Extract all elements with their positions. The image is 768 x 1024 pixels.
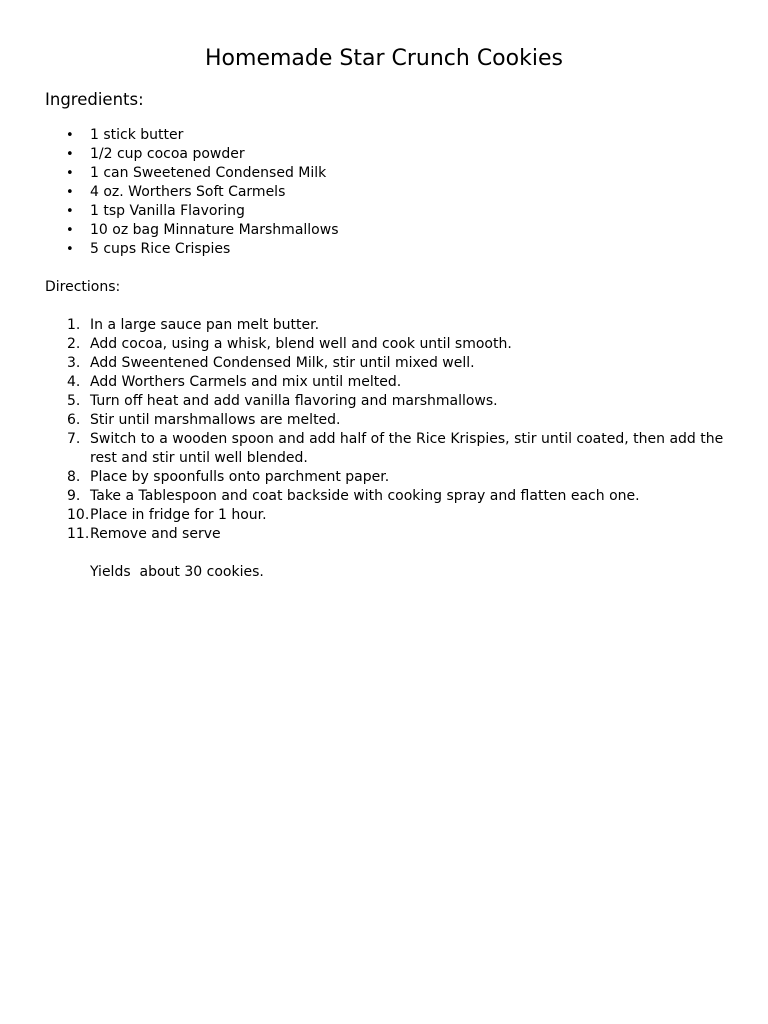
step-number: 9.: [67, 488, 81, 504]
ingredient-item: [0, 240, 339, 259]
ingredient-item: [0, 164, 339, 183]
direction-step: [0, 392, 730, 411]
bullet-icon: •: [66, 128, 74, 143]
direction-step: [0, 411, 730, 430]
step-text: Add Sweentened Condensed Milk, stir until mixed well.: [90, 355, 475, 371]
step-number: 5.: [67, 393, 81, 409]
direction-step: [0, 487, 730, 506]
ingredient-item: [0, 221, 339, 240]
directions-list: [0, 316, 730, 544]
ingredient-text: 4 oz. Worthers Soft Carmels: [90, 184, 286, 200]
ingredients-heading: Ingredients:: [45, 90, 144, 109]
step-number: 2.: [67, 336, 81, 352]
step-text: Stir until marshmallows are melted.: [90, 412, 341, 428]
ingredients-list: [0, 126, 339, 259]
bullet-icon: •: [66, 185, 74, 200]
step-text: In a large sauce pan melt butter.: [90, 317, 320, 333]
step-text: Take a Tablespoon and coat backside with cooking spray and flatten each one.: [90, 488, 640, 504]
step-number: 6.: [67, 412, 81, 428]
ingredient-text: 1/2 cup cocoa powder: [90, 146, 245, 162]
step-number: 3.: [67, 355, 81, 371]
direction-step: [0, 468, 730, 487]
direction-step: [0, 430, 730, 468]
direction-step: [0, 506, 730, 525]
step-number: 1.: [67, 317, 81, 333]
step-text: Add cocoa, using a whisk, blend well and cook until smooth.: [90, 336, 512, 352]
step-number: 8.: [67, 469, 81, 485]
step-number: 4.: [67, 374, 81, 390]
step-text: Place in fridge for 1 hour.: [90, 507, 267, 523]
step-text: Remove and serve: [90, 526, 221, 542]
bullet-icon: •: [66, 242, 74, 257]
step-text: Switch to a wooden spoon and add half of the Rice Krispies, stir until coated, then add the rest and stir until well blended.: [90, 431, 724, 466]
ingredient-item: [0, 145, 339, 164]
ingredient-item: [0, 183, 339, 202]
ingredient-item: [0, 126, 339, 145]
yield-note: Yields about 30 cookies.: [90, 564, 264, 580]
bullet-icon: •: [66, 147, 74, 162]
direction-step: [0, 335, 730, 354]
ingredient-text: 10 oz bag Minnature Marshmallows: [90, 222, 339, 238]
direction-step: [0, 354, 730, 373]
bullet-icon: •: [66, 223, 74, 238]
ingredient-text: 5 cups Rice Crispies: [90, 241, 231, 257]
direction-step: [0, 373, 730, 392]
step-text: Place by spoonfulls onto parchment paper.: [90, 469, 390, 485]
recipe-title: Homemade Star Crunch Cookies: [205, 46, 563, 71]
step-number: 10.: [67, 507, 90, 523]
step-text: Turn off heat and add vanilla flavoring and marshmallows.: [90, 393, 498, 409]
direction-step: [0, 525, 730, 544]
step-number: 7.: [67, 431, 81, 447]
ingredient-text: 1 can Sweetened Condensed Milk: [90, 165, 327, 181]
ingredient-item: [0, 202, 339, 221]
directions-heading: Directions:: [45, 279, 121, 295]
bullet-icon: •: [66, 166, 74, 181]
bullet-icon: •: [66, 204, 74, 219]
step-text: Add Worthers Carmels and mix until melted.: [90, 374, 402, 390]
ingredient-text: 1 tsp Vanilla Flavoring: [90, 203, 245, 219]
direction-step: [0, 316, 730, 335]
step-number: 11.: [67, 526, 90, 542]
ingredient-text: 1 stick butter: [90, 127, 184, 143]
